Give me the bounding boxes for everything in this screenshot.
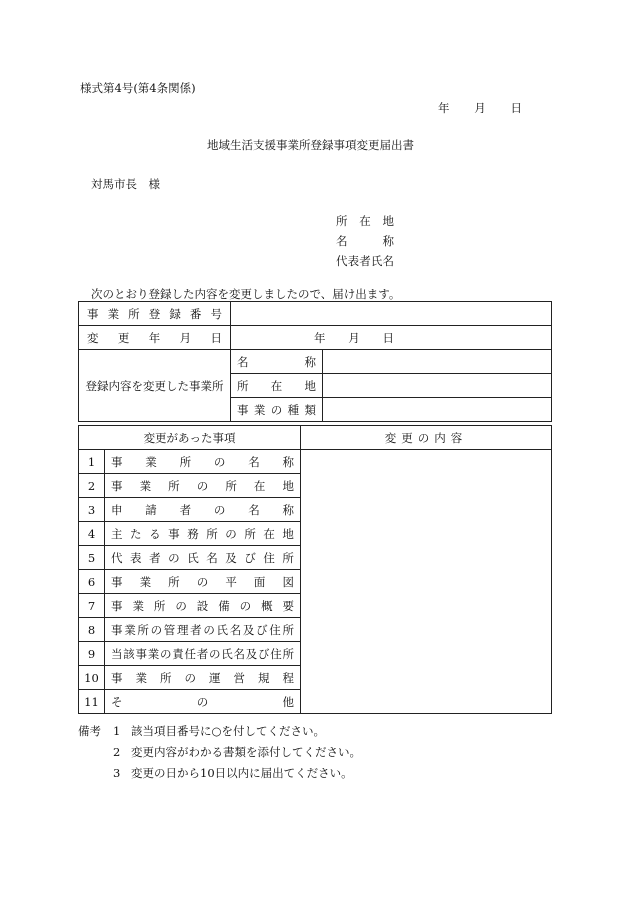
note-number: 3	[113, 766, 121, 780]
note-item	[113, 766, 361, 787]
change-date-label-cell	[79, 326, 231, 350]
header-content-cell	[301, 426, 552, 450]
change-item-label-cell	[105, 594, 301, 618]
change-item-label-cell	[105, 666, 301, 690]
change-item-label: 主 た る 事 務 所 の 所 在 地	[111, 526, 294, 541]
office-name-label: 名 称	[237, 354, 316, 369]
change-month-label: 月	[348, 330, 360, 345]
change-items-header-row	[79, 426, 552, 450]
change-item-label: 事 業 所 の 管 理 者 の 氏 名 及 び 住 所	[111, 622, 294, 637]
change-item-number[interactable]: 11	[79, 690, 105, 714]
registration-number-value[interactable]	[231, 302, 552, 326]
change-item-number[interactable]: 5	[79, 546, 105, 570]
change-item-label: 代 表 者 の 氏 名 及 び 住 所	[111, 550, 294, 565]
office-address-label-cell	[231, 374, 323, 398]
registration-number-row	[79, 302, 552, 326]
applicant-address-label: 所 在 地	[336, 214, 394, 228]
office-type-label: 事 業 の 種 類	[237, 402, 316, 417]
change-item-label: 事 業 所 の 名 称	[111, 454, 294, 469]
note-number: 2	[113, 745, 121, 759]
change-item-number[interactable]: 4	[79, 522, 105, 546]
date-month-label: 月	[474, 101, 486, 115]
change-item-label-cell	[105, 498, 301, 522]
change-item-label-cell	[105, 570, 301, 594]
change-item-number[interactable]: 3	[79, 498, 105, 522]
applicant-representative-label: 代 表 者 氏 名	[336, 254, 394, 268]
date-day-label: 日	[510, 101, 522, 115]
header-items-cell	[79, 426, 301, 450]
office-name-row	[79, 350, 552, 374]
office-type-label-cell	[231, 398, 323, 422]
change-item-label-cell	[105, 618, 301, 642]
office-address-value[interactable]	[323, 374, 552, 398]
change-date-label: 変 更 年 月 日	[87, 330, 222, 345]
header-items: 変更があった事項	[143, 430, 236, 445]
note-number: 1	[113, 724, 121, 738]
change-item-label: 当 該 事 業 の 責 任 者 の 氏 名 及 び 住 所	[111, 646, 294, 661]
change-item-label-cell	[105, 522, 301, 546]
office-label: 登録内容を変更した事業所	[85, 378, 224, 393]
change-item-number[interactable]: 1	[79, 450, 105, 474]
document-title: 地域生活支援事業所登録事項変更届出書	[207, 138, 414, 152]
change-date-value[interactable]	[231, 326, 552, 350]
change-item-number[interactable]: 7	[79, 594, 105, 618]
change-item-label-cell	[105, 474, 301, 498]
change-day-label: 日	[382, 330, 394, 345]
applicant-name-label: 名 称	[336, 234, 394, 248]
applicant-block	[336, 211, 394, 271]
change-item-label: 事 業 所 の 所 在 地	[111, 478, 294, 493]
change-item-number[interactable]: 2	[79, 474, 105, 498]
header-content: 変更の内容	[384, 430, 468, 445]
note-text: 変更内容がわかる書類を添付してください。	[131, 745, 361, 759]
change-date-fields	[314, 331, 394, 345]
office-label-cell	[79, 350, 231, 422]
change-item-row	[79, 450, 552, 474]
change-item-label: 申 請 者 の 名 称	[111, 502, 294, 517]
submission-date	[438, 101, 522, 115]
change-item-number[interactable]: 8	[79, 618, 105, 642]
note-text: 該当項目番号に○を付してください。	[131, 724, 326, 738]
form-number: 様式第4号(第4条関係)	[80, 81, 196, 95]
notes-label: 備考	[78, 724, 101, 738]
change-item-label-cell	[105, 546, 301, 570]
office-address-label: 所 在 地	[237, 378, 316, 393]
change-item-number[interactable]: 10	[79, 666, 105, 690]
change-date-row	[79, 326, 552, 350]
note-text: 変更の日から10日以内に届出てください。	[131, 766, 353, 780]
change-items-table	[78, 425, 552, 714]
office-name-value[interactable]	[323, 350, 552, 374]
date-year-label: 年	[438, 101, 450, 115]
change-item-label: そ の 他	[111, 694, 294, 709]
note-item	[113, 745, 361, 766]
registration-table	[78, 301, 552, 422]
change-item-label: 事 業 所 の 運 営 規 程	[111, 670, 294, 685]
notes-list	[113, 724, 361, 787]
change-item-label: 事 業 所 の 平 面 図	[111, 574, 294, 589]
intro-text: 次のとおり登録した内容を変更しましたので、届け出ます。	[91, 287, 401, 301]
change-item-number[interactable]: 9	[79, 642, 105, 666]
change-year-label: 年	[314, 330, 326, 345]
change-item-label-cell	[105, 690, 301, 714]
change-content-value[interactable]	[301, 450, 552, 714]
registration-number-label: 事 業 所 登 録 番 号	[87, 306, 222, 321]
note-item	[113, 724, 361, 745]
change-item-label-cell	[105, 642, 301, 666]
change-item-label-cell	[105, 450, 301, 474]
office-type-value[interactable]	[323, 398, 552, 422]
office-name-label-cell	[231, 350, 323, 374]
addressee: 対馬市長 様	[91, 177, 160, 191]
change-item-label: 事 業 所 の 設 備 の 概 要	[111, 598, 294, 613]
registration-number-label-cell	[79, 302, 231, 326]
change-item-number[interactable]: 6	[79, 570, 105, 594]
